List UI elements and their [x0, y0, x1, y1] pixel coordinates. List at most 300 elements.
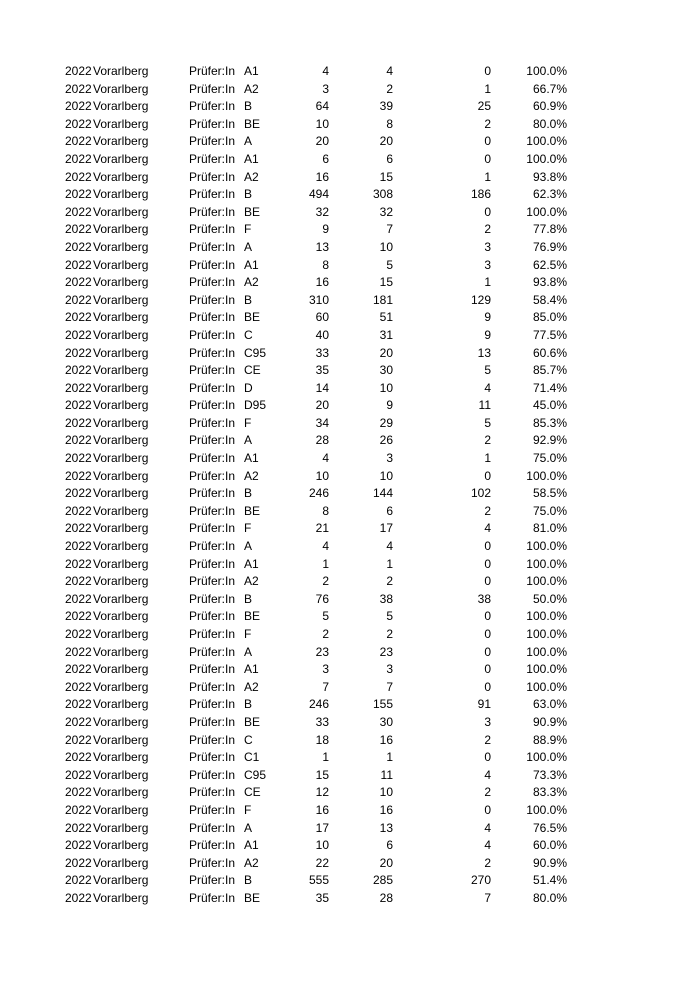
cell-year: 2022	[65, 310, 92, 325]
cell-license-class: A	[244, 239, 253, 254]
cell-region: Vorarlberg	[93, 239, 149, 254]
cell-passed: 3	[386, 662, 393, 677]
cell-role: Prüfer:In	[189, 627, 236, 641]
cell-license-class: A	[244, 644, 253, 659]
cell-failed: 0	[484, 750, 491, 765]
cell-year: 2022	[65, 99, 92, 114]
cell-failed: 0	[484, 609, 491, 624]
cell-region: Vorarlberg	[93, 873, 149, 888]
cell-total: 246	[308, 486, 329, 501]
cell-passed: 13	[379, 820, 393, 835]
cell-total: 555	[308, 873, 329, 888]
cell-role: Prüfer:In	[189, 451, 236, 466]
cell-passed: 308	[372, 187, 393, 202]
cell-pass-rate: 71.4%	[532, 380, 567, 395]
cell-region: Vorarlberg	[93, 662, 149, 677]
cell-pass-rate: 63.0%	[532, 697, 567, 712]
cell-role: Prüfer:In	[189, 697, 236, 712]
cell-role: Prüfer:In	[189, 310, 236, 325]
cell-pass-rate: 80.0%	[532, 116, 567, 131]
cell-failed: 25	[477, 99, 491, 114]
cell-failed: 1	[484, 81, 491, 96]
cell-failed: 1	[484, 169, 491, 184]
cell-total: 35	[315, 363, 329, 378]
cell-region: Vorarlberg	[93, 802, 149, 817]
cell-role: Prüfer:In	[189, 468, 236, 483]
cell-license-class: B	[244, 99, 253, 114]
cell-role: Prüfer:In	[189, 521, 236, 536]
cell-region: Vorarlberg	[93, 134, 149, 149]
cell-role: Prüfer:In	[189, 556, 236, 571]
cell-license-class: BE	[244, 204, 261, 219]
cell-total: 20	[315, 134, 329, 149]
cell-role: Prüfer:In	[189, 486, 236, 501]
cell-role: Prüfer:In	[189, 503, 236, 518]
cell-failed: 2	[484, 503, 491, 518]
cell-license-class: D	[244, 380, 253, 395]
cell-pass-rate: 77.8%	[532, 222, 567, 237]
cell-region: Vorarlberg	[93, 169, 149, 184]
cell-failed: 0	[484, 134, 491, 149]
cell-failed: 0	[484, 644, 491, 659]
cell-region: Vorarlberg	[93, 451, 149, 466]
cell-role: Prüfer:In	[189, 292, 236, 307]
cell-role: Prüfer:In	[189, 239, 236, 254]
cell-role: Prüfer:In	[189, 591, 236, 606]
cell-failed: 3	[484, 714, 491, 729]
cell-failed: 11	[478, 398, 491, 413]
cell-passed: 30	[379, 363, 393, 378]
cell-total: 28	[315, 433, 329, 448]
cell-total: 10	[315, 116, 329, 131]
cell-failed: 9	[484, 327, 491, 342]
cell-pass-rate: 93.8%	[532, 275, 567, 290]
cell-total: 3	[322, 662, 329, 677]
cell-year: 2022	[65, 292, 92, 307]
cell-pass-rate: 100.0%	[526, 627, 567, 641]
cell-pass-rate: 100.0%	[526, 539, 567, 554]
cell-year: 2022	[65, 64, 92, 78]
cell-total: 1	[322, 750, 329, 765]
cell-year: 2022	[65, 574, 92, 589]
cell-year: 2022	[65, 204, 92, 219]
cell-passed: 144	[372, 486, 393, 501]
cell-total: 4	[322, 451, 329, 466]
cell-passed: 1	[386, 750, 393, 765]
cell-license-class: B	[244, 292, 253, 307]
cell-failed: 2	[484, 222, 491, 237]
cell-region: Vorarlberg	[93, 767, 149, 782]
cell-pass-rate: 60.0%	[532, 838, 567, 853]
cell-passed: 10	[379, 239, 393, 254]
cell-failed: 4	[484, 380, 491, 395]
cell-year: 2022	[65, 838, 92, 853]
cell-year: 2022	[65, 679, 92, 694]
cell-role: Prüfer:In	[189, 820, 236, 835]
cell-year: 2022	[65, 433, 92, 448]
cell-region: Vorarlberg	[93, 433, 149, 448]
cell-year: 2022	[65, 714, 92, 729]
cell-license-class: C	[244, 732, 253, 747]
cell-license-class: A2	[244, 574, 259, 589]
cell-failed: 0	[484, 802, 491, 817]
cell-total: 20	[315, 398, 329, 413]
cell-role: Prüfer:In	[189, 398, 236, 413]
cell-pass-rate: 100.0%	[526, 64, 567, 78]
cell-role: Prüfer:In	[189, 64, 236, 78]
cell-role: Prüfer:In	[189, 169, 236, 184]
cell-region: Vorarlberg	[93, 222, 149, 237]
cell-failed: 0	[484, 556, 491, 571]
cell-passed: 6	[386, 151, 393, 166]
cell-region: Vorarlberg	[93, 292, 149, 307]
cell-pass-rate: 60.9%	[532, 99, 567, 114]
cell-pass-rate: 100.0%	[526, 151, 567, 166]
cell-passed: 23	[379, 644, 393, 659]
cell-region: Vorarlberg	[93, 398, 149, 413]
cell-year: 2022	[65, 275, 92, 290]
cell-failed: 270	[470, 873, 491, 888]
cell-failed: 1	[484, 451, 491, 466]
cell-license-class: A2	[244, 81, 259, 96]
cell-region: Vorarlberg	[93, 327, 149, 342]
cell-role: Prüfer:In	[189, 116, 236, 131]
cell-year: 2022	[65, 644, 92, 659]
cell-total: 12	[315, 785, 329, 800]
cell-year: 2022	[65, 451, 92, 466]
cell-passed: 15	[379, 275, 393, 290]
cell-year: 2022	[65, 327, 92, 342]
cell-passed: 6	[386, 503, 393, 518]
cell-pass-rate: 100.0%	[526, 468, 567, 483]
cell-passed: 7	[386, 222, 393, 237]
cell-year: 2022	[65, 116, 92, 131]
cell-license-class: C1	[244, 750, 260, 765]
cell-passed: 4	[386, 539, 393, 554]
cell-license-class: A	[244, 134, 253, 149]
cell-pass-rate: 75.0%	[532, 451, 567, 466]
cell-pass-rate: 85.7%	[532, 363, 567, 378]
cell-pass-rate: 100.0%	[526, 134, 567, 149]
cell-role: Prüfer:In	[189, 662, 236, 677]
cell-failed: 0	[484, 468, 491, 483]
cell-license-class: C	[244, 327, 253, 342]
cell-role: Prüfer:In	[189, 714, 236, 729]
cell-passed: 10	[379, 785, 393, 800]
cell-passed: 5	[386, 257, 393, 272]
cell-passed: 2	[386, 574, 393, 589]
cell-passed: 1	[386, 556, 393, 571]
cell-total: 6	[322, 151, 329, 166]
cell-pass-rate: 93.8%	[532, 169, 567, 184]
cell-pass-rate: 51.4%	[532, 873, 567, 888]
cell-region: Vorarlberg	[93, 732, 149, 747]
cell-pass-rate: 81.0%	[532, 521, 567, 536]
cell-region: Vorarlberg	[93, 539, 149, 554]
cell-total: 64	[315, 99, 329, 114]
cell-region: Vorarlberg	[93, 574, 149, 589]
cell-role: Prüfer:In	[189, 99, 236, 114]
cell-year: 2022	[65, 732, 92, 747]
cell-region: Vorarlberg	[93, 415, 149, 430]
cell-license-class: CE	[244, 363, 261, 378]
cell-region: Vorarlberg	[93, 345, 149, 360]
cell-failed: 9	[484, 310, 491, 325]
cell-total: 494	[308, 187, 329, 202]
cell-pass-rate: 76.5%	[532, 820, 567, 835]
cell-passed: 38	[379, 591, 393, 606]
cell-region: Vorarlberg	[93, 468, 149, 483]
cell-license-class: B	[244, 697, 253, 712]
cell-license-class: A1	[244, 556, 259, 571]
cell-total: 33	[315, 345, 329, 360]
cell-failed: 1	[484, 275, 491, 290]
cell-region: Vorarlberg	[93, 750, 149, 765]
cell-pass-rate: 80.0%	[532, 890, 567, 905]
cell-region: Vorarlberg	[93, 187, 149, 202]
cell-total: 9	[322, 222, 329, 237]
cell-region: Vorarlberg	[93, 714, 149, 729]
cell-total: 3	[322, 81, 329, 96]
cell-license-class: C95	[244, 345, 267, 360]
cell-pass-rate: 83.3%	[532, 785, 567, 800]
cell-license-class: F	[244, 627, 252, 641]
cell-region: Vorarlberg	[93, 890, 149, 905]
cell-total: 7	[322, 679, 329, 694]
cell-failed: 38	[477, 591, 491, 606]
cell-pass-rate: 100.0%	[526, 644, 567, 659]
cell-region: Vorarlberg	[93, 363, 149, 378]
cell-year: 2022	[65, 521, 92, 536]
cell-passed: 6	[386, 838, 393, 853]
cell-total: 8	[322, 503, 329, 518]
cell-total: 8	[322, 257, 329, 272]
cell-role: Prüfer:In	[189, 873, 236, 888]
cell-passed: 7	[386, 679, 393, 694]
cell-region: Vorarlberg	[93, 785, 149, 800]
cell-year: 2022	[65, 556, 92, 571]
cell-failed: 2	[484, 116, 491, 131]
cell-region: Vorarlberg	[93, 81, 149, 96]
cell-region: Vorarlberg	[93, 310, 149, 325]
cell-total: 2	[322, 574, 329, 589]
cell-pass-rate: 100.0%	[526, 609, 567, 624]
cell-region: Vorarlberg	[93, 591, 149, 606]
cell-license-class: D95	[244, 398, 267, 413]
cell-pass-rate: 100.0%	[526, 662, 567, 677]
cell-role: Prüfer:In	[189, 767, 236, 782]
cell-pass-rate: 90.9%	[532, 855, 567, 870]
cell-license-class: B	[244, 187, 253, 202]
cell-total: 10	[315, 468, 329, 483]
cell-failed: 0	[484, 627, 491, 641]
cell-failed: 5	[484, 415, 491, 430]
cell-total: 15	[315, 767, 329, 782]
cell-failed: 0	[484, 539, 491, 554]
cell-total: 16	[315, 275, 329, 290]
cell-year: 2022	[65, 187, 92, 202]
cell-role: Prüfer:In	[189, 275, 236, 290]
cell-total: 10	[315, 838, 329, 853]
cell-role: Prüfer:In	[189, 433, 236, 448]
cell-license-class: F	[244, 521, 252, 536]
cell-region: Vorarlberg	[93, 151, 149, 166]
cell-passed: 30	[379, 714, 393, 729]
cell-year: 2022	[65, 257, 92, 272]
cell-license-class: B	[244, 873, 253, 888]
cell-total: 17	[315, 820, 329, 835]
cell-year: 2022	[65, 380, 92, 395]
cell-failed: 2	[484, 785, 491, 800]
cell-pass-rate: 90.9%	[532, 714, 567, 729]
cell-passed: 2	[386, 81, 393, 96]
cell-total: 310	[308, 292, 329, 307]
cell-region: Vorarlberg	[93, 855, 149, 870]
cell-passed: 10	[379, 468, 393, 483]
cell-role: Prüfer:In	[189, 380, 236, 395]
cell-passed: 20	[379, 134, 393, 149]
cell-role: Prüfer:In	[189, 134, 236, 149]
cell-year: 2022	[65, 591, 92, 606]
cell-failed: 0	[484, 679, 491, 694]
cell-role: Prüfer:In	[189, 838, 236, 853]
cell-total: 76	[315, 591, 329, 606]
cell-region: Vorarlberg	[93, 204, 149, 219]
cell-license-class: F	[244, 222, 252, 237]
cell-pass-rate: 100.0%	[526, 574, 567, 589]
cell-year: 2022	[65, 785, 92, 800]
cell-role: Prüfer:In	[189, 644, 236, 659]
cell-failed: 2	[484, 433, 491, 448]
cell-pass-rate: 45.0%	[532, 398, 567, 413]
cell-license-class: A1	[244, 151, 259, 166]
cell-pass-rate: 75.0%	[532, 503, 567, 518]
cell-pass-rate: 58.5%	[532, 486, 567, 501]
cell-failed: 4	[484, 838, 491, 853]
cell-year: 2022	[65, 627, 92, 641]
cell-role: Prüfer:In	[189, 855, 236, 870]
cell-year: 2022	[65, 468, 92, 483]
cell-year: 2022	[65, 750, 92, 765]
cell-region: Vorarlberg	[93, 556, 149, 571]
cell-year: 2022	[65, 609, 92, 624]
cell-pass-rate: 60.6%	[532, 345, 567, 360]
cell-license-class: A1	[244, 257, 259, 272]
cell-role: Prüfer:In	[189, 151, 236, 166]
cell-passed: 20	[379, 855, 393, 870]
cell-passed: 26	[379, 433, 393, 448]
cell-total: 40	[315, 327, 329, 342]
cell-failed: 0	[484, 204, 491, 219]
cell-passed: 181	[372, 292, 393, 307]
cell-total: 246	[308, 697, 329, 712]
cell-passed: 28	[379, 890, 393, 905]
cell-year: 2022	[65, 363, 92, 378]
cell-license-class: A	[244, 433, 253, 448]
cell-region: Vorarlberg	[93, 503, 149, 518]
cell-license-class: A1	[244, 451, 259, 466]
cell-year: 2022	[65, 855, 92, 870]
cell-year: 2022	[65, 169, 92, 184]
cell-failed: 7	[484, 890, 491, 905]
cell-pass-rate: 100.0%	[526, 204, 567, 219]
cell-total: 5	[322, 609, 329, 624]
cell-pass-rate: 85.0%	[532, 310, 567, 325]
cell-role: Prüfer:In	[189, 222, 236, 237]
cell-failed: 4	[484, 521, 491, 536]
cell-total: 13	[315, 239, 329, 254]
cell-license-class: BE	[244, 503, 261, 518]
cell-year: 2022	[65, 81, 92, 96]
cell-pass-rate: 100.0%	[526, 802, 567, 817]
cell-pass-rate: 50.0%	[532, 591, 567, 606]
cell-license-class: BE	[244, 116, 261, 131]
cell-role: Prüfer:In	[189, 257, 236, 272]
cell-failed: 3	[484, 239, 491, 254]
cell-passed: 29	[379, 415, 393, 430]
cell-total: 16	[315, 169, 329, 184]
cell-pass-rate: 66.7%	[532, 81, 567, 96]
cell-region: Vorarlberg	[93, 380, 149, 395]
cell-region: Vorarlberg	[93, 644, 149, 659]
cell-license-class: C95	[244, 767, 267, 782]
cell-total: 22	[315, 855, 329, 870]
cell-passed: 51	[379, 310, 393, 325]
cell-region: Vorarlberg	[93, 99, 149, 114]
cell-license-class: A1	[244, 64, 259, 78]
cell-year: 2022	[65, 802, 92, 817]
cell-license-class: A2	[244, 169, 259, 184]
cell-region: Vorarlberg	[93, 116, 149, 131]
cell-region: Vorarlberg	[93, 275, 149, 290]
cell-passed: 8	[386, 116, 393, 131]
cell-role: Prüfer:In	[189, 345, 236, 360]
cell-year: 2022	[65, 662, 92, 677]
cell-year: 2022	[65, 222, 92, 237]
cell-region: Vorarlberg	[93, 521, 149, 536]
cell-failed: 0	[484, 151, 491, 166]
cell-passed: 155	[372, 697, 393, 712]
cell-passed: 4	[386, 64, 393, 78]
cell-passed: 285	[372, 873, 393, 888]
cell-role: Prüfer:In	[189, 187, 236, 202]
cell-role: Prüfer:In	[189, 539, 236, 554]
cell-year: 2022	[65, 345, 92, 360]
cell-passed: 9	[386, 398, 393, 413]
cell-year: 2022	[65, 767, 92, 782]
cell-pass-rate: 77.5%	[532, 327, 567, 342]
cell-year: 2022	[65, 486, 92, 501]
cell-year: 2022	[65, 697, 92, 712]
cell-failed: 3	[484, 257, 491, 272]
cell-role: Prüfer:In	[189, 363, 236, 378]
cell-pass-rate: 100.0%	[526, 750, 567, 765]
cell-license-class: A2	[244, 855, 259, 870]
cell-total: 18	[315, 732, 329, 747]
cell-passed: 16	[379, 732, 393, 747]
cell-failed: 4	[484, 820, 491, 835]
cell-license-class: A	[244, 539, 253, 554]
cell-pass-rate: 73.3%	[532, 767, 567, 782]
cell-license-class: A2	[244, 468, 259, 483]
cell-region: Vorarlberg	[93, 64, 149, 78]
cell-role: Prüfer:In	[189, 609, 236, 624]
cell-license-class: BE	[244, 714, 261, 729]
cell-total: 60	[315, 310, 329, 325]
cell-total: 2	[322, 627, 329, 641]
cell-failed: 102	[470, 486, 491, 501]
cell-pass-rate: 85.3%	[532, 415, 567, 430]
